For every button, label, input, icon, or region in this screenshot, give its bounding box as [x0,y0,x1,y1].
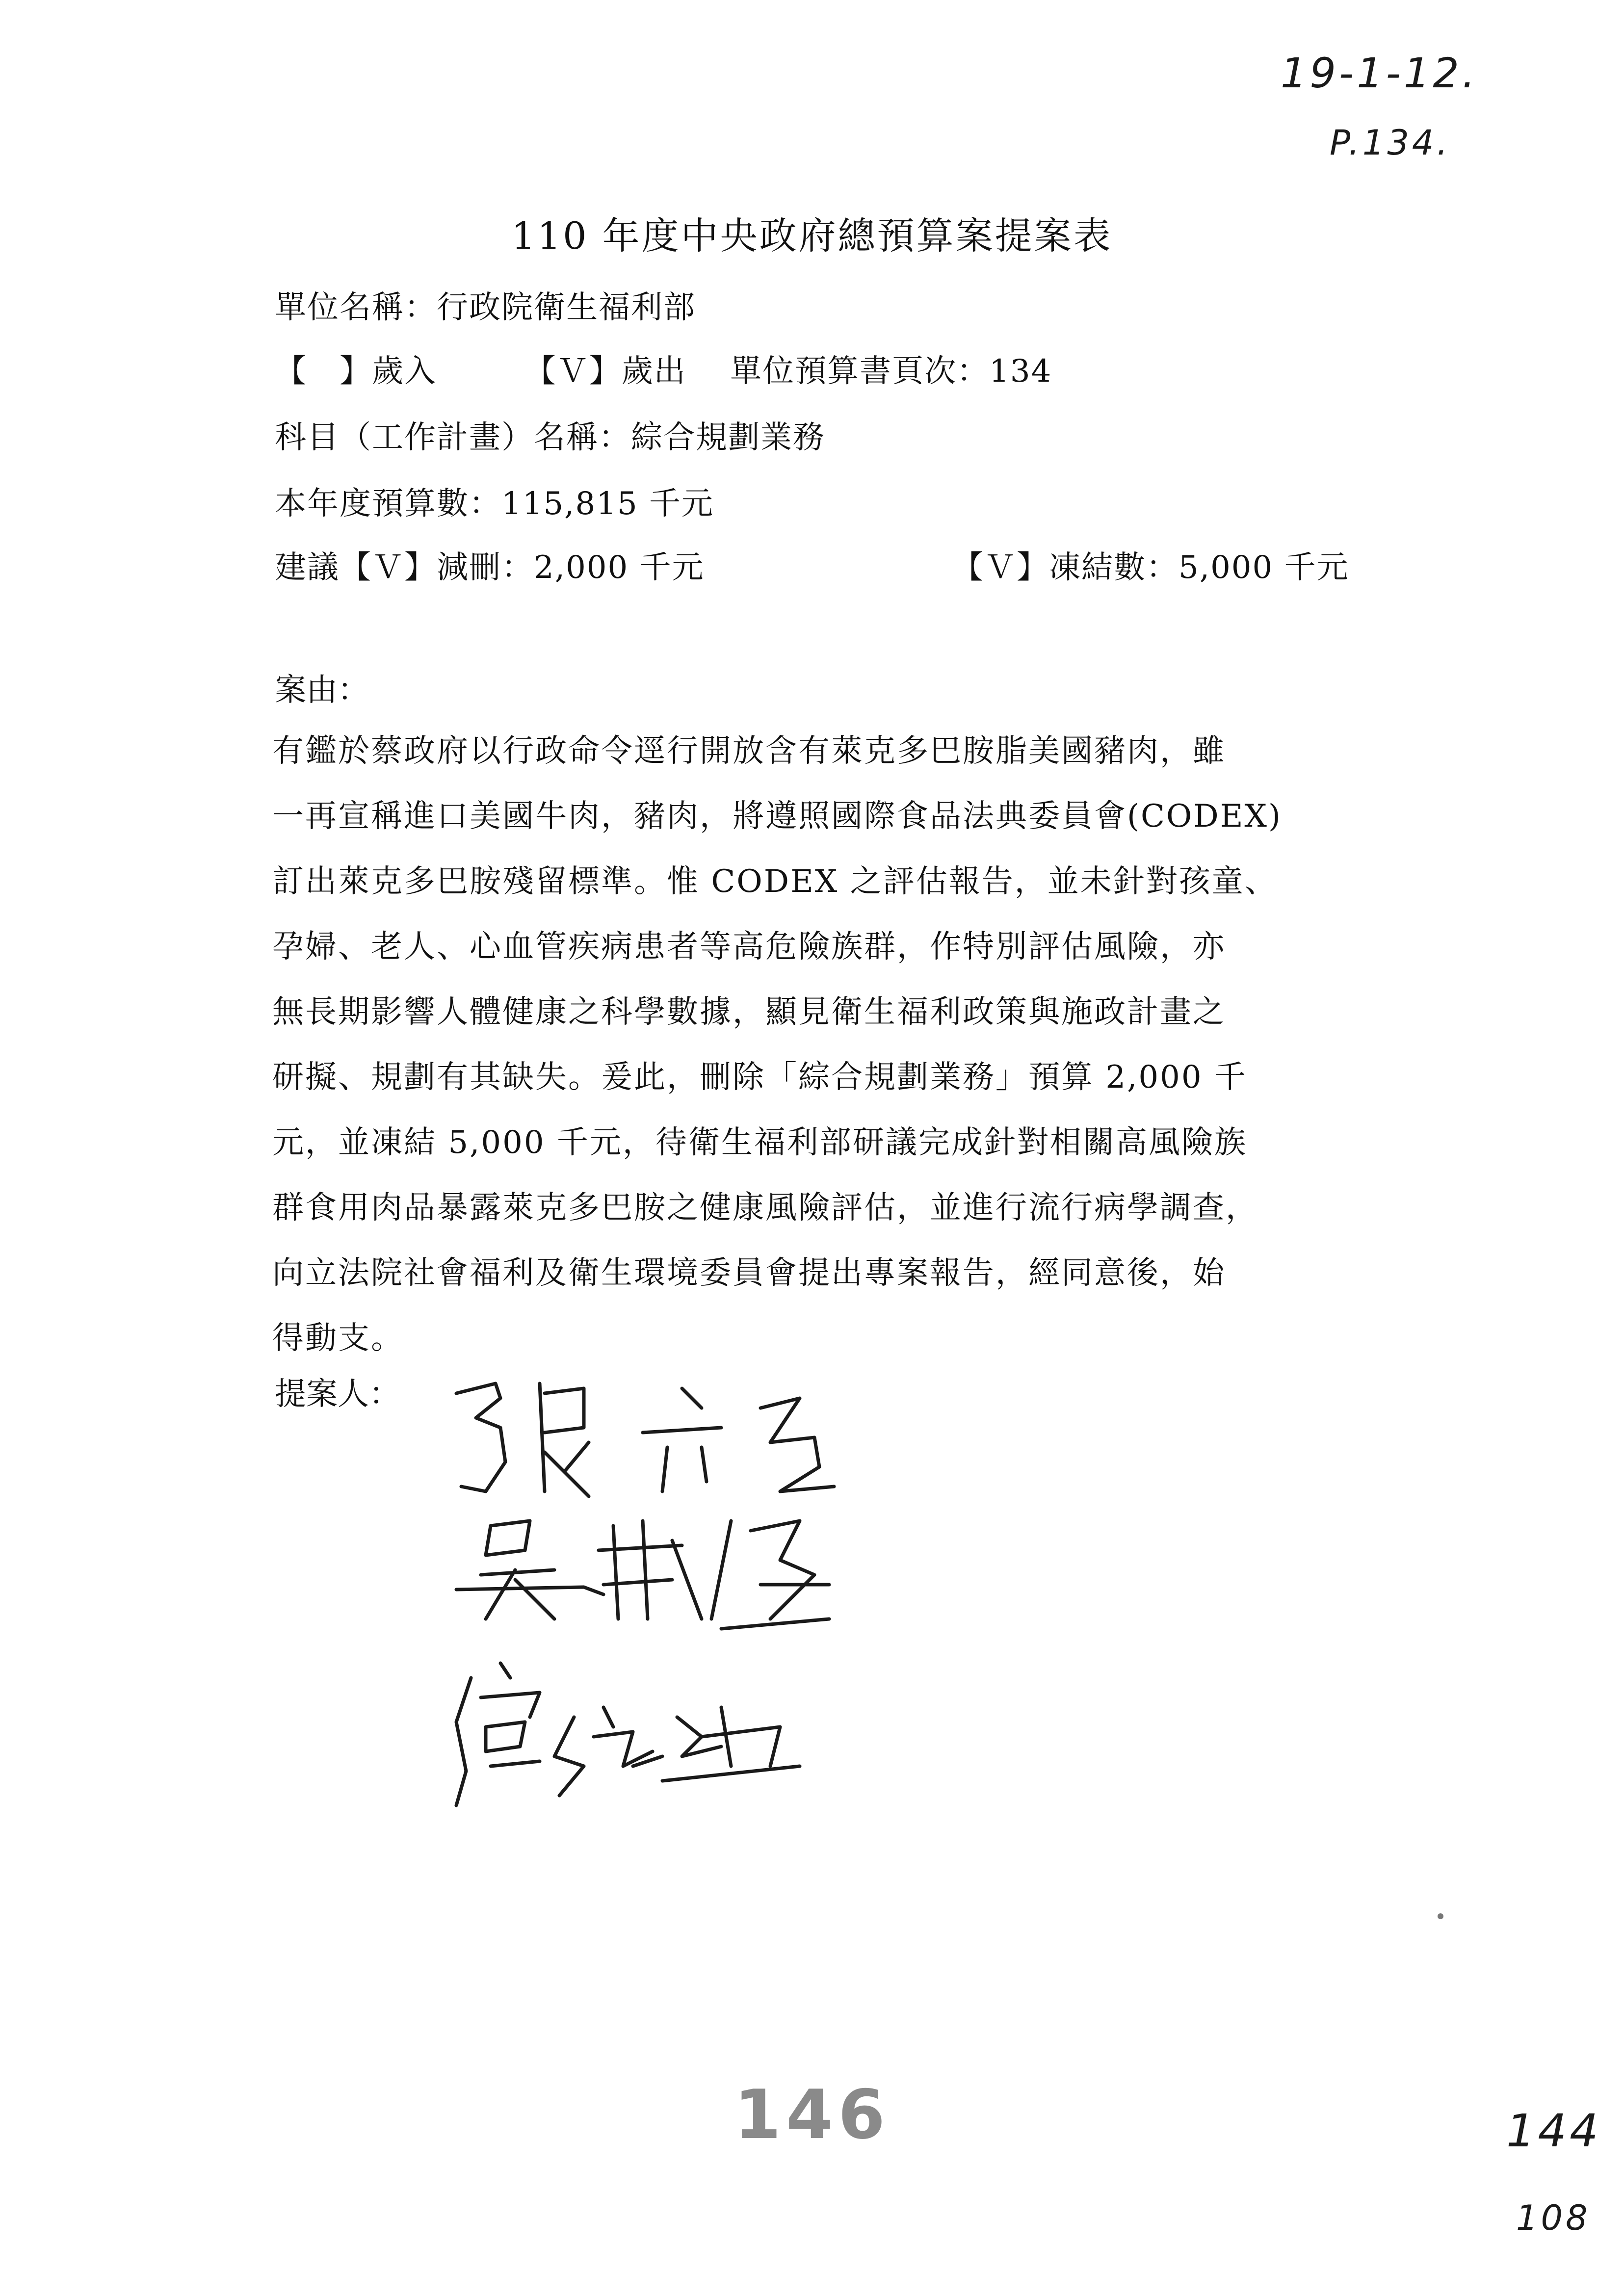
handwritten-number-a: 144 [1506,2105,1601,2157]
reason-line: 向立法院社會福利及衛生環境委員會提出專案報告，經同意後，始 [272,1255,1226,1291]
reason-line: 一再宣稱進口美國牛肉，豬肉，將遵照國際食品法典委員會(CODEX) [272,798,1282,835]
signature-1 [456,1383,834,1496]
handwritten-page-ref: P.134. [1330,123,1451,163]
signature-3 [456,1663,800,1805]
reason-line: 無長期影響人體健康之科學數據，顯見衛生福利政策與施政計畫之 [272,994,1226,1030]
expense-label: 歲出 [621,353,686,390]
scan-speck [1438,1913,1443,1919]
reason-label: 案由： [275,672,369,708]
revenue-label: 歲入 [372,353,437,390]
subject-line [275,412,825,457]
reason-line: 群食用肉品暴露萊克多巴胺之健康風險評估，並進行流行病學調查， [272,1190,1258,1226]
budget-line [275,478,714,523]
signature-2 [456,1521,829,1629]
freeze-unit: 千元 [1284,549,1349,586]
freeze-value: 5,000 [1179,549,1274,586]
reason-line: 有鑑於蔡政府以行政命令逕行開放含有萊克多巴胺脂美國豬肉，雖 [272,733,1226,769]
freeze-label: 凍結數： [1049,549,1179,586]
reason-line: 訂出萊克多巴胺殘留標準。惟 CODEX 之評估報告，並未針對孩童、 [272,863,1278,900]
budget-page-label: 單位預算書頁次： [730,353,990,390]
cut-value: 2,000 [534,549,629,586]
page-number: 146 [733,2075,891,2154]
reason-line: 元，並凍結 5,000 千元，待衛生福利部研議完成針對相關高風險族 [272,1124,1247,1161]
page-title: 110 年度中央政府總預算案提案表 [511,214,1113,258]
reason-line: 研擬、規劃有其缺失。爰此，刪除「綜合規劃業務」預算 2,000 千 [272,1059,1247,1096]
budget-page-value: 134 [989,353,1052,390]
expense-checkbox: 【Ｖ】 [524,353,622,390]
cut-checkbox: 【Ｖ】 [340,549,437,586]
subject-value: 綜合規劃業務 [631,419,825,456]
subject-label: 科目（工作計畫）名稱： [275,419,631,456]
unit-label: 單位名稱： [275,289,437,326]
reason-body [272,719,1435,1371]
unit-line [275,282,696,327]
revenue-checkbox: 【 】 [275,353,372,390]
signatures [427,1364,942,1825]
budget-label: 本年度預算數： [275,486,501,522]
cut-unit: 千元 [639,549,705,586]
freeze-checkbox: 【Ｖ】 [952,549,1049,586]
reason-line: 孕婦、老人、心血管疾病患者等高危險族群，作特別評估風險，亦 [272,929,1226,965]
type-line [275,346,1052,391]
suggest-label: 建議 [275,549,340,586]
freeze-block [952,542,1349,587]
budget-unit: 千元 [649,486,714,522]
suggest-line [275,542,705,587]
reason-line: 得動支。 [272,1320,404,1357]
handwritten-date: 19-1-12. [1281,49,1478,97]
cut-label: 減刪： [437,549,534,586]
handwritten-number-b: 108 [1516,2198,1591,2238]
proposer-label: 提案人： [275,1376,400,1412]
budget-value: 115,815 [501,486,638,522]
unit-value: 行政院衛生福利部 [437,289,696,326]
